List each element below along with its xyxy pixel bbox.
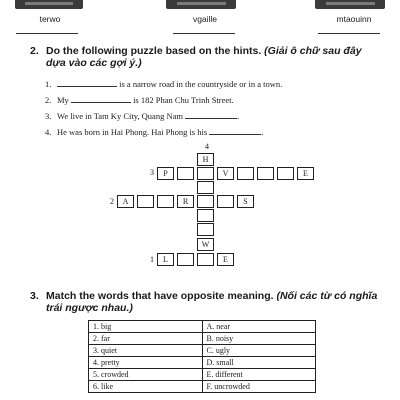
- crossword-cell[interactable]: [197, 167, 214, 180]
- photo-mountain: [315, 0, 385, 9]
- left-word[interactable]: 4. pretty: [89, 357, 203, 369]
- crossword-cell[interactable]: W: [197, 238, 214, 251]
- exercise-3-title: Match the words that have opposite meaning.: [46, 290, 274, 302]
- right-word[interactable]: D. small: [202, 357, 316, 369]
- exercise-2-note-1: (Giải ô chữ sau đây: [264, 45, 362, 57]
- row-number-1: 1: [150, 255, 154, 264]
- left-word[interactable]: 3. quiet: [89, 345, 203, 357]
- crossword-cell[interactable]: H: [197, 153, 214, 166]
- exercise-3-heading: [30, 290, 377, 314]
- crossword-cell[interactable]: [177, 167, 194, 180]
- matching-table: [88, 320, 316, 393]
- hint-3: 3. We live in Tam Ky City, Quang Nam .: [45, 111, 240, 121]
- row-number-3: 3: [150, 168, 154, 177]
- crossword-cell[interactable]: E: [297, 167, 314, 180]
- left-word[interactable]: 6. like: [89, 381, 203, 393]
- table-row: [89, 321, 316, 333]
- answer-blank-3[interactable]: [318, 33, 380, 34]
- exercise-2-title: Do the following puzzle based on the hints.: [46, 45, 262, 57]
- right-word[interactable]: B. noisy: [202, 333, 316, 345]
- crossword-cell[interactable]: [277, 167, 294, 180]
- crossword-cell[interactable]: [217, 195, 234, 208]
- hint-2: 2. My is 182 Phan Chu Trinh Street.: [45, 95, 234, 105]
- table-row: [89, 369, 316, 381]
- hint-blank[interactable]: [185, 110, 237, 119]
- crossword-cell[interactable]: [137, 195, 154, 208]
- crossword-cell[interactable]: [197, 253, 214, 266]
- crossword-cell[interactable]: [237, 167, 254, 180]
- exercise-2-heading: [30, 45, 362, 69]
- right-word[interactable]: A. near: [202, 321, 316, 333]
- exercise-3-note-2: trái ngược nhau.): [46, 302, 133, 314]
- crossword-cell[interactable]: S: [237, 195, 254, 208]
- crossword-cell[interactable]: [197, 195, 214, 208]
- crossword-cell[interactable]: L: [157, 253, 174, 266]
- scrambled-word-2: vgaille: [192, 14, 218, 24]
- table-row: [89, 345, 316, 357]
- exercise-2-note-2: dựa vào các gợi ý.): [46, 57, 142, 69]
- scrambled-word-3: mtaouinn: [336, 14, 372, 24]
- crossword-cell[interactable]: A: [117, 195, 134, 208]
- answer-blank-1[interactable]: [16, 33, 78, 34]
- left-word[interactable]: 1. big: [89, 321, 203, 333]
- answer-blank-2[interactable]: [173, 33, 235, 34]
- right-word[interactable]: C. ugly: [202, 345, 316, 357]
- crossword-cell[interactable]: [197, 181, 214, 194]
- column-number-4: 4: [205, 142, 209, 151]
- photo-village: [166, 0, 236, 9]
- scrambled-word-1: terwo: [39, 14, 61, 24]
- hint-4: 4. He was born in Hai Phong. Hai Phong is his .: [45, 127, 264, 137]
- crossword-cell[interactable]: [257, 167, 274, 180]
- crossword-cell[interactable]: [177, 253, 194, 266]
- exercise-3-number: 3.: [30, 290, 39, 302]
- crossword-cell[interactable]: [197, 209, 214, 222]
- right-word[interactable]: E. different: [202, 369, 316, 381]
- hint-1: 1. is a narrow road in the countryside or in a town.: [45, 79, 283, 89]
- exercise-2-number: 2.: [30, 45, 39, 57]
- crossword-cell[interactable]: [157, 195, 174, 208]
- row-number-2: 2: [110, 197, 114, 206]
- left-word[interactable]: 5. crowded: [89, 369, 203, 381]
- hint-blank[interactable]: [209, 126, 261, 135]
- hint-blank[interactable]: [71, 94, 131, 103]
- right-word[interactable]: F. uncrowded: [202, 381, 316, 393]
- table-row: [89, 381, 316, 393]
- table-row: [89, 333, 316, 345]
- crossword-cell[interactable]: R: [177, 195, 194, 208]
- photo-water: [15, 0, 83, 9]
- crossword-cell[interactable]: V: [217, 167, 234, 180]
- crossword-cell[interactable]: E: [217, 253, 234, 266]
- crossword-cell[interactable]: [197, 223, 214, 236]
- exercise-3-note-1: (Nối các từ có nghĩa: [276, 290, 378, 302]
- hint-blank[interactable]: [57, 78, 117, 87]
- left-word[interactable]: 2. far: [89, 333, 203, 345]
- table-row: [89, 357, 316, 369]
- crossword-cell[interactable]: P: [157, 167, 174, 180]
